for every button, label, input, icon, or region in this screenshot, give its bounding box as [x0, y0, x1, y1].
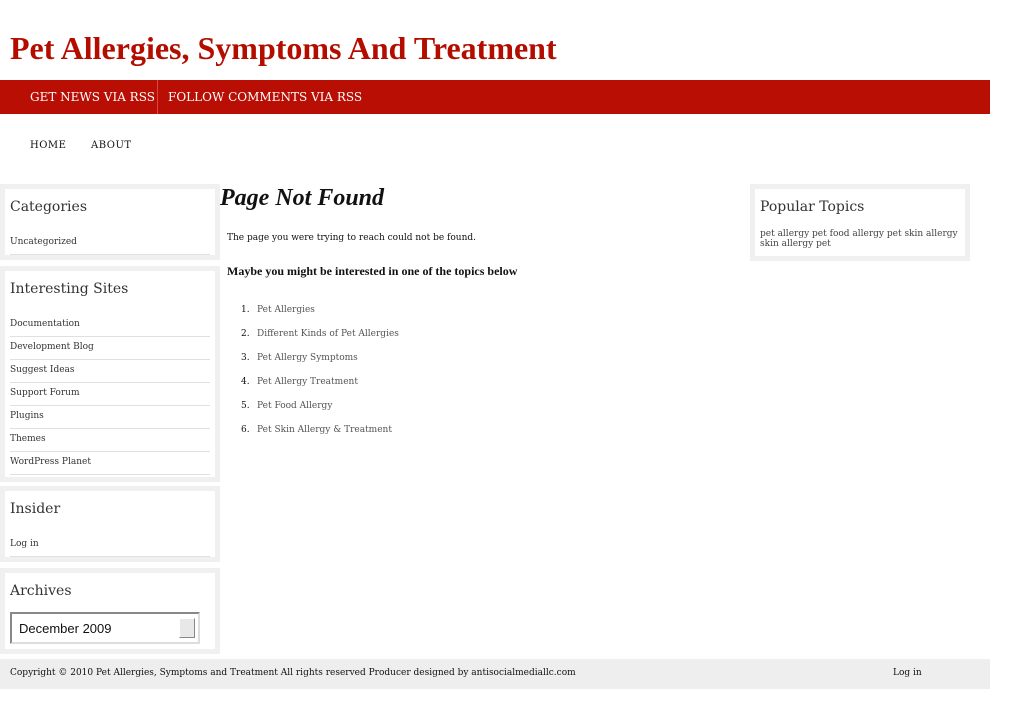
tag-skin-allergy[interactable]: skin allergy: [760, 239, 814, 249]
categories-widget: [0, 184, 220, 260]
insider-login-link[interactable]: Log in: [10, 534, 210, 557]
site-link-themes[interactable]: Themes: [10, 429, 210, 452]
insider-title: Insider: [10, 501, 61, 517]
rss-divider: [157, 80, 158, 114]
site-link-suggest-ideas[interactable]: Suggest Ideas: [10, 360, 210, 383]
archives-widget: [0, 568, 220, 654]
topic-list-item: [241, 377, 358, 387]
archives-title: Archives: [10, 583, 72, 599]
footer-copyright: Copyright © 2010 Pet Allergies, Symptoms and Treatment All rights reserved Producer designed by antisocialmediallc.com: [10, 668, 576, 678]
site-link-documentation[interactable]: Documentation: [10, 314, 210, 337]
site-link-plugins[interactable]: Plugins: [10, 406, 210, 429]
dropdown-arrow-icon[interactable]: [179, 618, 195, 638]
interesting-sites-list: [10, 314, 210, 475]
rss-bar: [0, 80, 990, 114]
site-link-wordpress-planet[interactable]: WordPress Planet: [10, 452, 210, 475]
categories-title: Categories: [10, 199, 87, 215]
nav-about[interactable]: ABOUT: [91, 140, 132, 151]
category-link-uncategorized[interactable]: Uncategorized: [10, 232, 210, 255]
get-news-rss-link[interactable]: GET NEWS VIA RSS: [30, 90, 155, 104]
follow-comments-rss-link[interactable]: FOLLOW COMMENTS VIA RSS: [168, 90, 363, 104]
interesting-sites-title: Interesting Sites: [10, 281, 129, 297]
tag-pet-allergy[interactable]: pet allergy: [760, 229, 810, 239]
site-link-support-forum[interactable]: Support Forum: [10, 383, 210, 406]
page-title: Page Not Found: [220, 185, 385, 211]
suggested-topics-heading: Maybe you might be interested in one of the topics below: [227, 264, 518, 278]
nav-home[interactable]: HOME: [30, 140, 67, 151]
topic-link-different-kinds[interactable]: Different Kinds of Pet Allergies: [257, 329, 399, 339]
topic-number: 5.: [241, 401, 250, 411]
topic-list-item: [241, 353, 358, 363]
footer-login-link[interactable]: Log in: [893, 668, 922, 678]
topic-number: 1.: [241, 305, 250, 315]
topic-list-item: [241, 401, 332, 411]
topic-number: 4.: [241, 377, 250, 387]
topic-link-skin-allergy[interactable]: Pet Skin Allergy & Treatment: [257, 425, 392, 435]
topic-number: 2.: [241, 329, 250, 339]
popular-tag-cloud: [760, 229, 965, 249]
footer: [0, 659, 990, 689]
popular-topics-title: Popular Topics: [760, 199, 865, 215]
insider-list: [10, 534, 210, 557]
topic-list-item: [241, 329, 399, 339]
topic-link-treatment[interactable]: Pet Allergy Treatment: [257, 377, 358, 387]
tag-pet-skin-allergy[interactable]: pet skin allergy: [886, 229, 958, 239]
topic-link-food-allergy[interactable]: Pet Food Allergy: [257, 401, 333, 411]
site-link-development-blog[interactable]: Development Blog: [10, 337, 210, 360]
archives-selected-value: December 2009: [19, 621, 112, 636]
site-title[interactable]: Pet Allergies, Symptoms And Treatment: [10, 30, 557, 66]
popular-topics-widget: [750, 184, 970, 261]
topic-list-item: [241, 425, 392, 435]
categories-list: [10, 232, 210, 255]
insider-widget: [0, 486, 220, 562]
not-found-message: The page you were trying to reach could not be found.: [227, 233, 476, 243]
topic-number: 3.: [241, 353, 250, 363]
tag-pet-food-allergy[interactable]: pet food allergy: [812, 229, 884, 239]
tag-pet[interactable]: pet: [816, 239, 831, 249]
topic-list-item: [241, 305, 315, 315]
topic-link-pet-allergies[interactable]: Pet Allergies: [257, 305, 315, 315]
topic-link-symptoms[interactable]: Pet Allergy Symptoms: [257, 353, 358, 363]
archives-select[interactable]: [10, 612, 200, 644]
topic-number: 6.: [241, 425, 250, 435]
interesting-sites-widget: [0, 266, 220, 482]
